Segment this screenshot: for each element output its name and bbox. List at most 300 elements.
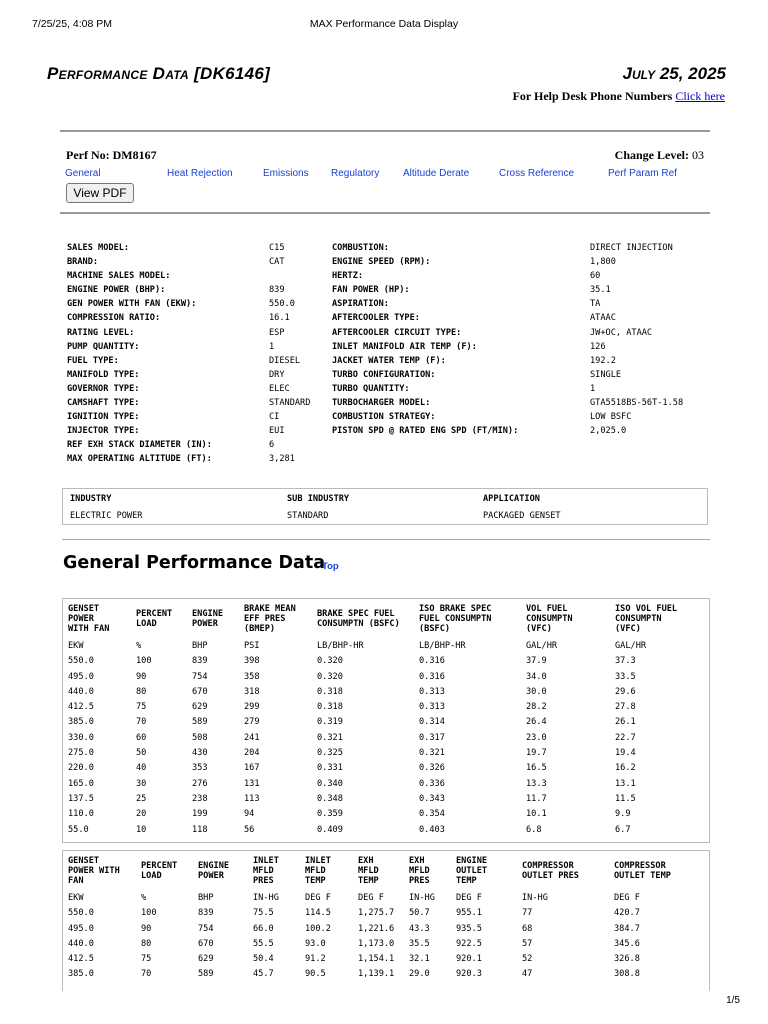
nav-perf-param-ref-link[interactable]: Perf Param Ref <box>608 168 677 179</box>
table-cell: 384.7 <box>614 923 640 934</box>
spec-row <box>67 368 327 382</box>
table-cell: 57 <box>522 938 533 949</box>
print-timestamp: 7/25/25, 4:08 PM <box>32 18 112 30</box>
spec-value: 126 <box>590 341 606 352</box>
column-header-line: BRAKE MEAN <box>244 604 296 614</box>
table-cell: 276 <box>192 778 208 789</box>
table-cell: LB/BHP-HR <box>419 641 466 651</box>
specs-right-column <box>332 241 712 438</box>
spec-value: 550.0 <box>269 299 295 310</box>
column-header <box>136 609 172 629</box>
table-cell: 220.0 <box>68 763 94 774</box>
spec-label: COMBUSTION STRATEGY: <box>332 412 436 423</box>
nav-cross-reference-link[interactable]: Cross Reference <box>499 168 575 179</box>
nav-altitude-derate-link[interactable]: Altitude Derate <box>403 168 470 179</box>
spec-row <box>332 326 712 340</box>
perf-no-label: Perf No: <box>66 148 110 162</box>
spec-value: 35.1 <box>590 285 611 296</box>
column-header-line: (VFC) <box>526 624 552 634</box>
units-row <box>63 891 709 906</box>
table-cell: 27.8 <box>615 702 636 713</box>
column-header-line: ENGINE <box>456 856 488 866</box>
spec-value: 60 <box>590 271 601 282</box>
column-header-line: (BSFC) <box>419 624 451 634</box>
column-header-line: MFLD <box>305 866 326 876</box>
spec-row <box>67 410 327 424</box>
spec-row <box>67 354 327 368</box>
temperature-pressure-table <box>62 850 710 991</box>
table-cell: 30 <box>136 778 147 789</box>
table-row <box>63 700 709 715</box>
table-cell: 1,139.1 <box>358 969 395 980</box>
spec-label: INJECTOR TYPE: <box>67 426 140 437</box>
table-cell: DEG F <box>614 893 640 903</box>
table-cell: 47 <box>522 969 533 980</box>
table-cell: 385.0 <box>68 717 94 728</box>
spec-row <box>332 255 712 269</box>
spec-value: STANDARD <box>269 398 311 409</box>
table-cell: 920.3 <box>456 969 482 980</box>
table-row <box>63 906 709 921</box>
perf-no-value: DM8167 <box>112 148 157 162</box>
table-header <box>63 599 709 639</box>
table-cell: 90 <box>141 923 152 934</box>
spec-row <box>332 396 712 410</box>
table-cell: 839 <box>192 656 208 667</box>
table-cell: 0.317 <box>419 732 445 743</box>
column-header-line: INLET <box>305 856 331 866</box>
table-cell: 100 <box>136 656 152 667</box>
spec-label: RATING LEVEL: <box>67 327 135 338</box>
table-cell: 55.0 <box>68 824 89 835</box>
spec-row <box>67 311 327 325</box>
table-cell: 275.0 <box>68 748 94 759</box>
table-cell: 0.318 <box>317 702 343 713</box>
table-cell: 0.319 <box>317 717 343 728</box>
table-cell: 0.340 <box>317 778 343 789</box>
table-cell: 70 <box>136 717 147 728</box>
table-cell: 935.5 <box>456 923 482 934</box>
spec-label: TURBOCHARGER MODEL: <box>332 398 431 409</box>
table-cell: 508 <box>192 732 208 743</box>
table-cell: 955.1 <box>456 908 482 919</box>
spec-row <box>332 382 712 396</box>
table-cell: 32.1 <box>409 954 430 965</box>
table-cell: 1,275.7 <box>358 908 395 919</box>
spec-label: MACHINE SALES MODEL: <box>67 271 171 282</box>
table-row <box>63 654 709 669</box>
table-cell: 550.0 <box>68 656 94 667</box>
table-cell: 0.359 <box>317 809 343 820</box>
spec-value: ELEC <box>269 383 290 394</box>
change-level <box>615 148 704 163</box>
table-cell: 670 <box>192 686 208 697</box>
table-cell: 0.321 <box>419 748 445 759</box>
table-cell: 241 <box>244 732 260 743</box>
table-cell: 90 <box>136 671 147 682</box>
column-header-line: FAN <box>68 876 84 886</box>
table-cell: 754 <box>192 671 208 682</box>
general-performance-title: General Performance Data <box>63 553 326 573</box>
spec-row <box>332 410 712 424</box>
spec-value: CAT <box>269 257 285 268</box>
page-title: Performance Data [DK6146] <box>47 64 271 83</box>
table-cell: 839 <box>198 908 214 919</box>
table-row <box>63 823 709 838</box>
industry-value: ELECTRIC POWER <box>70 511 143 521</box>
table-cell: GAL/HR <box>526 641 558 651</box>
table-cell: DEG F <box>305 893 331 903</box>
table-cell: 0.354 <box>419 809 445 820</box>
spec-label: ENGINE SPEED (RPM): <box>332 257 431 268</box>
table-cell: 279 <box>244 717 260 728</box>
spec-label: COMBUSTION: <box>332 243 389 253</box>
table-cell: 13.1 <box>615 778 636 789</box>
spec-label: PISTON SPD @ RATED ENG SPD (FT/MIN): <box>332 426 519 437</box>
table-cell: 43.3 <box>409 923 430 934</box>
column-header-line: ISO BRAKE SPEC <box>419 604 492 614</box>
table-cell: 16.2 <box>615 763 636 774</box>
table-cell: IN-HG <box>253 893 279 903</box>
spec-value: JW+OC, ATAAC <box>590 327 653 338</box>
change-level-label: Change Level: <box>614 148 689 162</box>
table-cell: PSI <box>244 641 260 651</box>
table-cell: 37.3 <box>615 656 636 667</box>
table-cell: 114.5 <box>305 908 331 919</box>
column-header-line: TEMP <box>456 876 477 886</box>
spec-row <box>67 396 327 410</box>
divider <box>62 539 710 540</box>
spec-label: REF EXH STACK DIAMETER (IN): <box>67 440 212 451</box>
table-cell: 398 <box>244 656 260 667</box>
column-header <box>253 856 279 886</box>
table-cell: 440.0 <box>68 686 94 697</box>
spec-row <box>332 283 712 297</box>
spec-row <box>67 297 327 311</box>
table-cell: 0.321 <box>317 732 343 743</box>
table-row <box>63 922 709 937</box>
table-row <box>63 731 709 746</box>
column-header-line: POWER WITH <box>68 866 120 876</box>
spec-label: GOVERNOR TYPE: <box>67 383 140 394</box>
table-cell: 330.0 <box>68 732 94 743</box>
table-cell: 37.9 <box>526 656 547 667</box>
table-cell: 754 <box>198 923 214 934</box>
table-cell: 165.0 <box>68 778 94 789</box>
table-cell: BHP <box>198 893 214 903</box>
column-header-line: OUTLET <box>456 866 488 876</box>
column-header <box>192 609 223 629</box>
spec-label: FUEL TYPE: <box>67 355 119 366</box>
table-cell: 238 <box>192 793 208 804</box>
column-header <box>244 604 296 634</box>
spec-label: MANIFOLD TYPE: <box>67 369 140 380</box>
table-row <box>63 807 709 822</box>
table-header <box>63 851 709 891</box>
table-cell: BHP <box>192 641 208 651</box>
column-header-line: MFLD <box>253 866 274 876</box>
spec-label: INLET MANIFOLD AIR TEMP (F): <box>332 341 477 352</box>
column-header <box>68 604 109 634</box>
table-cell: 199 <box>192 809 208 820</box>
help-click-here-link[interactable]: Click here <box>675 89 725 103</box>
table-cell: 75.5 <box>253 908 274 919</box>
column-header-line: POWER <box>192 619 218 629</box>
column-header-line: EXH <box>409 856 425 866</box>
table-cell: 50.4 <box>253 954 274 965</box>
table-cell: 0.343 <box>419 793 445 804</box>
table-cell: 0.403 <box>419 824 445 835</box>
table-cell: 93.0 <box>305 938 326 949</box>
application-header: APPLICATION <box>483 494 540 504</box>
table-cell: 0.409 <box>317 824 343 835</box>
view-pdf-button[interactable]: View PDF <box>66 183 134 203</box>
spec-label: ASPIRATION: <box>332 299 389 310</box>
spec-row <box>332 311 712 325</box>
column-header-line: LOAD <box>136 619 157 629</box>
table-cell: LB/BHP-HR <box>317 641 364 651</box>
column-header-line: TEMP <box>358 876 379 886</box>
industry-box <box>62 488 708 525</box>
table-cell: EKW <box>68 641 84 651</box>
table-cell: 412.5 <box>68 954 94 965</box>
table-cell: 0.320 <box>317 656 343 667</box>
spec-value: TA <box>590 299 601 310</box>
table-cell: 75 <box>136 702 147 713</box>
table-cell: 670 <box>198 938 214 949</box>
table-cell: 589 <box>198 969 214 980</box>
column-header-line: COMPRESSOR <box>522 861 574 871</box>
spec-value: SINGLE <box>590 369 622 380</box>
table-row <box>63 792 709 807</box>
column-header-line: (BMEP) <box>244 624 276 634</box>
table-cell: 353 <box>192 763 208 774</box>
column-header-line: FUEL CONSUMPTN <box>419 614 492 624</box>
table-cell: 110.0 <box>68 809 94 820</box>
table-cell: 440.0 <box>68 938 94 949</box>
table-cell: IN-HG <box>522 893 548 903</box>
table-cell: 589 <box>192 717 208 728</box>
table-cell: 0.318 <box>317 686 343 697</box>
divider <box>60 130 710 132</box>
column-header-line: CONSUMPTN <box>526 614 573 624</box>
column-header-line: CONSUMPTN <box>615 614 662 624</box>
column-header-line: POWER <box>68 614 94 624</box>
table-cell: 29.6 <box>615 686 636 697</box>
table-cell: 318 <box>244 686 260 697</box>
table-cell: 131 <box>244 778 260 789</box>
column-header <box>615 604 677 634</box>
table-row <box>63 685 709 700</box>
sub-industry-value: STANDARD <box>287 511 329 521</box>
spec-label: HERTZ: <box>332 271 364 282</box>
column-header-line: BRAKE SPEC FUEL <box>317 609 395 619</box>
table-cell: 100 <box>141 908 157 919</box>
column-header-line: (VFC) <box>615 624 641 634</box>
table-cell: 34.0 <box>526 671 547 682</box>
table-cell: 30.0 <box>526 686 547 697</box>
column-header <box>419 604 491 634</box>
table-cell: 358 <box>244 671 260 682</box>
table-cell: 0.348 <box>317 793 343 804</box>
nav-emissions-link[interactable]: Emissions <box>263 168 309 179</box>
table-cell: 0.325 <box>317 748 343 759</box>
table-cell: 920.1 <box>456 954 482 965</box>
spec-value: ESP <box>269 327 285 338</box>
spec-row <box>332 241 712 255</box>
change-level-value: 03 <box>692 148 704 162</box>
print-page-title: MAX Performance Data Display <box>309 18 459 30</box>
table-cell: 204 <box>244 748 260 759</box>
table-cell: 11.5 <box>615 793 636 804</box>
column-header-line: LOAD <box>141 871 162 881</box>
column-header-line: OUTLET PRES <box>522 871 579 881</box>
table-cell: 0.313 <box>419 686 445 697</box>
table-cell: 1,154.1 <box>358 954 395 965</box>
spec-row <box>67 326 327 340</box>
nav-general-link[interactable]: General <box>65 168 101 179</box>
top-link[interactable]: Top <box>322 561 339 572</box>
nav-regulatory-link[interactable]: Regulatory <box>331 168 380 179</box>
table-cell: 10.1 <box>526 809 547 820</box>
table-cell: 52 <box>522 954 533 965</box>
table-cell: 430 <box>192 748 208 759</box>
table-cell: IN-HG <box>409 893 435 903</box>
spec-value: 839 <box>269 285 285 296</box>
column-header-line: OUTLET TEMP <box>614 871 671 881</box>
table-cell: 68 <box>522 923 533 934</box>
spec-row <box>332 297 712 311</box>
spec-row <box>332 340 712 354</box>
table-row <box>63 670 709 685</box>
column-header <box>522 861 579 881</box>
table-cell: 20 <box>136 809 147 820</box>
table-cell: 299 <box>244 702 260 713</box>
table-cell: 0.326 <box>419 763 445 774</box>
table-cell: 22.7 <box>615 732 636 743</box>
table-cell: 75 <box>141 954 152 965</box>
column-header <box>141 861 177 881</box>
table-cell: 0.313 <box>419 702 445 713</box>
spec-value: DRY <box>269 369 285 380</box>
table-row <box>63 777 709 792</box>
table-cell: 137.5 <box>68 793 94 804</box>
spec-label: AFTERCOOLER TYPE: <box>332 313 420 324</box>
table-cell: 385.0 <box>68 969 94 980</box>
table-cell: 23.0 <box>526 732 547 743</box>
spec-label: JACKET WATER TEMP (F): <box>332 355 446 366</box>
spec-value: 192.2 <box>590 355 616 366</box>
table-cell: % <box>136 641 142 651</box>
spec-row <box>67 283 327 297</box>
general-performance-table <box>62 598 710 843</box>
table-cell: 308.8 <box>614 969 640 980</box>
column-header <box>614 861 671 881</box>
table-cell: 326.8 <box>614 954 640 965</box>
spec-value: 1 <box>269 341 275 352</box>
spec-value: ATAAC <box>590 313 616 324</box>
table-row <box>63 952 709 967</box>
spec-row <box>67 382 327 396</box>
table-cell: 1,221.6 <box>358 923 395 934</box>
spec-row <box>67 340 327 354</box>
specs-left-column <box>67 241 327 467</box>
spec-label: IGNITION TYPE: <box>67 412 140 423</box>
column-header-line: EFF PRES <box>244 614 286 624</box>
column-header-line: POWER <box>198 871 224 881</box>
column-header-line: VOL FUEL <box>526 604 568 614</box>
spec-row <box>67 424 327 438</box>
table-cell: 19.4 <box>615 748 636 759</box>
column-header-line: PERCENT <box>136 609 173 619</box>
spec-label: GEN POWER WITH FAN (EKW): <box>67 299 197 310</box>
column-header-line: WITH FAN <box>68 624 110 634</box>
column-header-line: CONSUMPTN (BSFC) <box>317 619 400 629</box>
column-header-line: ISO VOL FUEL <box>615 604 678 614</box>
spec-value: 1,800 <box>590 257 616 268</box>
column-header <box>305 856 331 886</box>
table-cell: 28.2 <box>526 702 547 713</box>
perf-number <box>66 148 157 163</box>
column-header-line: PRES <box>253 876 274 886</box>
spec-label: CAMSHAFT TYPE: <box>67 398 140 409</box>
table-cell: 91.2 <box>305 954 326 965</box>
column-header-line: COMPRESSOR <box>614 861 666 871</box>
application-value: PACKAGED GENSET <box>483 511 561 521</box>
spec-row <box>332 368 712 382</box>
table-cell: 420.7 <box>614 908 640 919</box>
table-cell: 45.7 <box>253 969 274 980</box>
table-cell: EKW <box>68 893 84 903</box>
page-number: 1/5 <box>726 995 740 1006</box>
spec-value: 6 <box>269 440 275 451</box>
spec-value: 2,025.0 <box>590 426 627 437</box>
table-cell: 40 <box>136 763 147 774</box>
column-header-line: TEMP <box>305 876 326 886</box>
table-cell: 66.0 <box>253 923 274 934</box>
table-cell: 629 <box>198 954 214 965</box>
spec-label: FAN POWER (HP): <box>332 285 410 296</box>
column-header <box>198 861 229 881</box>
table-row <box>63 761 709 776</box>
table-cell: 0.316 <box>419 671 445 682</box>
table-cell: 495.0 <box>68 923 94 934</box>
table-cell: 19.7 <box>526 748 547 759</box>
column-header <box>456 856 487 886</box>
help-desk-line <box>513 89 725 104</box>
table-cell: 60 <box>136 732 147 743</box>
table-cell: 70 <box>141 969 152 980</box>
spec-value: C15 <box>269 243 285 253</box>
table-cell: 550.0 <box>68 908 94 919</box>
spec-row <box>332 354 712 368</box>
table-cell: 922.5 <box>456 938 482 949</box>
table-cell: 26.1 <box>615 717 636 728</box>
spec-value: DIESEL <box>269 355 301 366</box>
spec-label: MAX OPERATING ALTITUDE (FT): <box>67 454 212 465</box>
table-cell: 16.5 <box>526 763 547 774</box>
nav-heat-rejection-link[interactable]: Heat Rejection <box>167 168 233 179</box>
table-cell: 94 <box>244 809 255 820</box>
table-cell: 9.9 <box>615 809 631 820</box>
column-header <box>526 604 573 634</box>
column-header-line: GENSET <box>68 856 100 866</box>
spec-value: GTA5518BS-56T-1.58 <box>590 398 684 409</box>
table-row <box>63 715 709 730</box>
spec-row <box>67 241 327 255</box>
column-header-line: ENGINE <box>192 609 224 619</box>
column-header-line: PERCENT <box>141 861 178 871</box>
